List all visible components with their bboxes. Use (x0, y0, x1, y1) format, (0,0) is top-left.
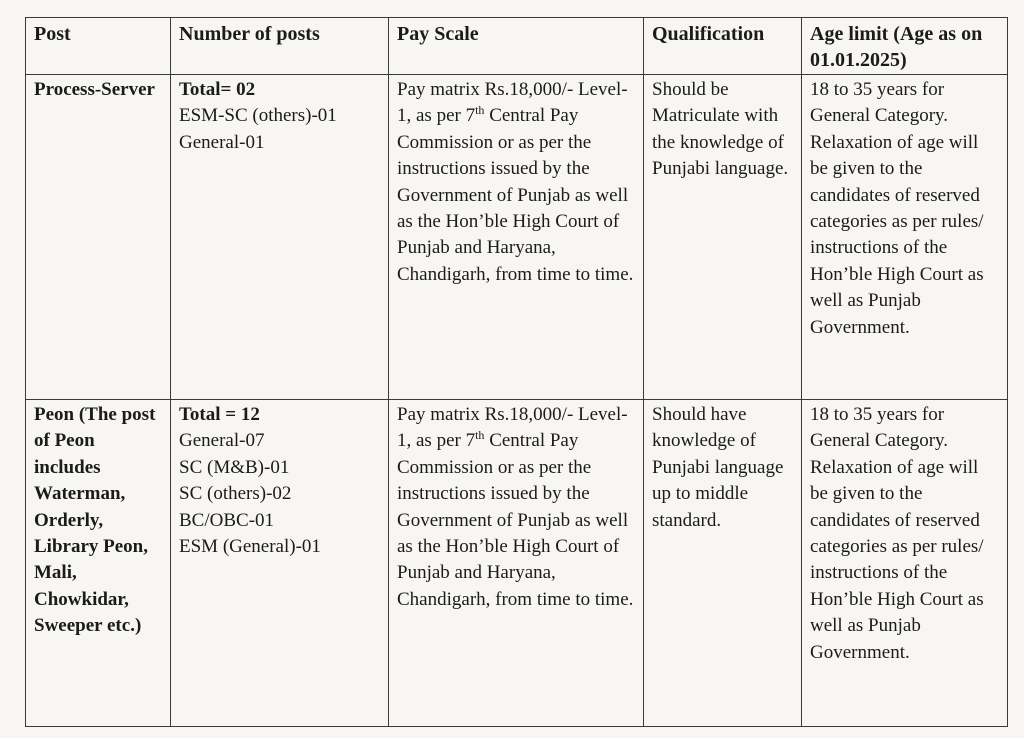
pay-scale-text: Pay matrix Rs.18,000/- Level-1, as per 7 (397, 404, 628, 452)
posts-total: Total = 12 (179, 404, 260, 425)
pay-scale-text: Pay matrix Rs.18,000/- Level-1, as per 7 (397, 79, 628, 127)
header-pay-scale: Pay Scale (389, 18, 644, 75)
posts-breakdown-item: General-07 (179, 430, 265, 452)
number-of-posts-cell (171, 400, 389, 727)
header-row (26, 18, 1008, 75)
posts-breakdown-item: ESM (General)-01 (179, 536, 321, 558)
qualification-cell: Should be Matriculate with the knowledge of Punjabi language. (644, 75, 802, 400)
posts-breakdown-item: BC/OBC-01 (179, 509, 275, 531)
posts-breakdown-item: SC (others)-02 (179, 483, 292, 505)
header-number-of-posts: Number of posts (171, 18, 389, 75)
posts-breakdown-item: ESM-SC (others)-01 (179, 105, 337, 127)
age-limit-cell: 18 to 35 years for General Category. Relaxation of age will be given to the candidates of reserved categories as per rules/ instructions of the Hon’ble High Court as well as Punjab Government. (802, 75, 1008, 400)
pay-scale-cell (389, 400, 644, 727)
pay-scale-text-cont: Central Pay Commission or as per the instructions issued by the Government of Punjab as well as the Hon’ble High Court of Punjab and Haryana, Chandigarh, from time to time. (397, 430, 634, 610)
post-cell: Process-Server (26, 75, 171, 400)
age-limit-cell: 18 to 35 years for General Category. Relaxation of age will be given to the candidates of reserved categories as per rules/ instructions of the Hon’ble High Court as well as Punjab Government. (802, 400, 1008, 727)
header-age-limit: Age limit (Age as on 01.01.2025) (802, 18, 1008, 75)
header-qualification: Qualification (644, 18, 802, 75)
pay-scale-text-cont: Central Pay Commission or as per the instructions issued by the Government of Punjab as well as the Hon’ble High Court of Punjab and Haryana, Chandigarh, from time to time. (397, 105, 634, 285)
qualification-cell: Should have knowledge of Punjabi language up to middle standard. (644, 400, 802, 727)
posts-table (25, 17, 1008, 727)
posts-total: Total= 02 (179, 79, 256, 100)
pay-scale-superscript: th (475, 103, 485, 118)
table-row (26, 75, 1008, 400)
post-cell: Peon (The post of Peon includes Waterman, Orderly, Library Peon, Mali, Chowkidar, Sweeper etc.) (26, 400, 171, 727)
posts-breakdown-item: General-01 (179, 131, 265, 153)
pay-scale-cell (389, 75, 644, 400)
posts-breakdown-item: SC (M&B)-01 (179, 456, 290, 478)
header-post: Post (26, 18, 171, 75)
pay-scale-superscript: th (475, 428, 485, 443)
number-of-posts-cell (171, 75, 389, 400)
table-row (26, 400, 1008, 727)
